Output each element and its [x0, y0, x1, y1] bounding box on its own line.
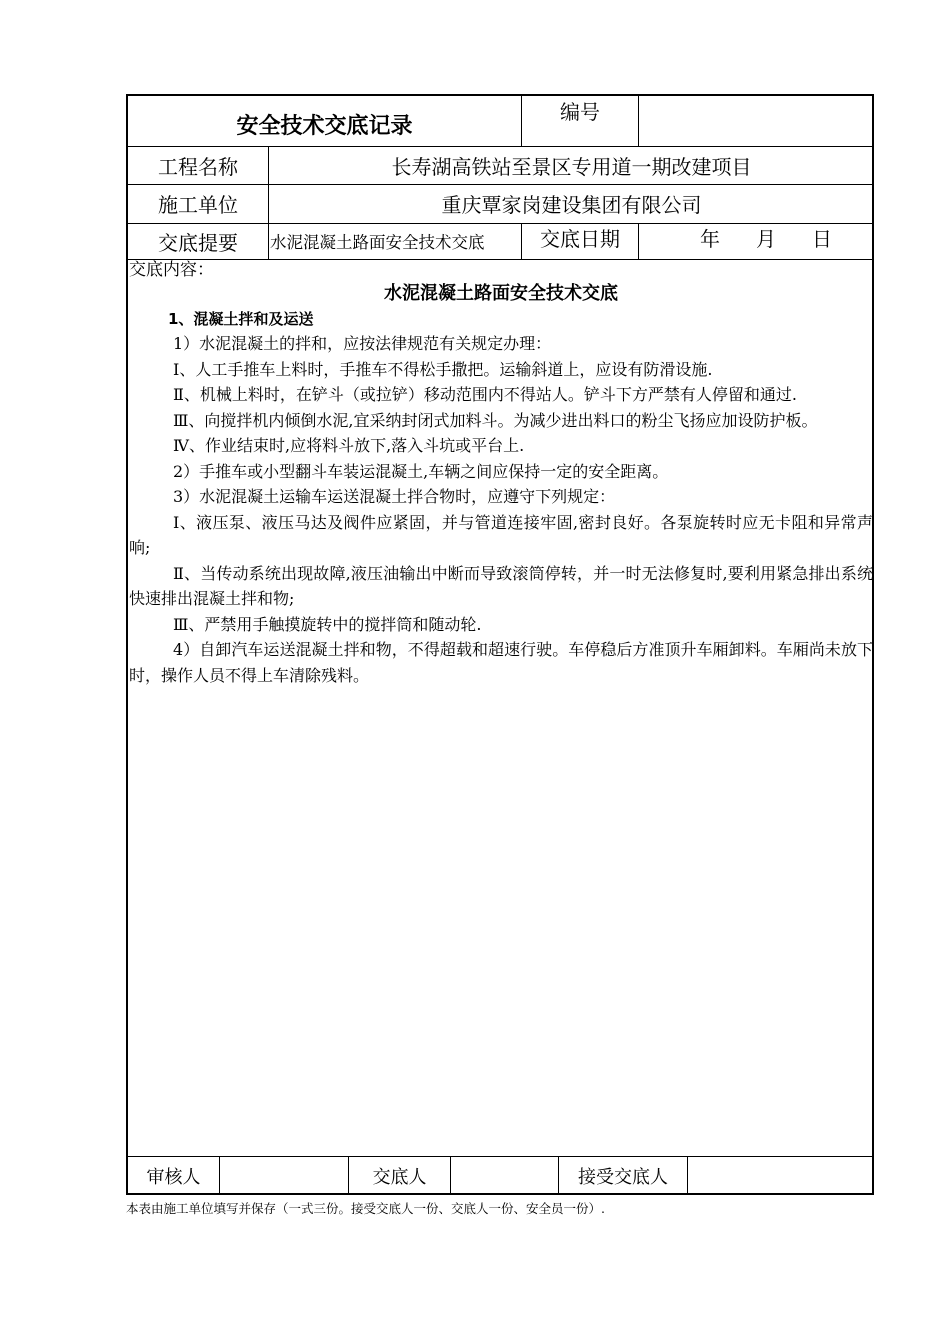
paragraph: Ⅰ、液压泵、液压马达及阀件应紧固，并与管道连接牢固,密封良好。各泵旋转时应无卡阻和异常声响; — [129, 512, 873, 557]
footer-note: 本表由施工单位填写并保存（一式三份。接受交底人一份、交底人一份、安全员一份）. — [126, 1201, 605, 1216]
safety-disclosure-form — [126, 94, 874, 1195]
paragraph: Ⅲ、严禁用手触摸旋转中的搅拌筒和随动轮. — [173, 614, 482, 634]
paragraph: Ⅰ、人工手推车上料时，手推车不得松手撒把。运输斜道上，应设有防滑设施. — [173, 359, 713, 379]
summary-label: 交底提要 — [158, 230, 238, 255]
date-day-label: 日 — [812, 226, 832, 251]
discloser-field[interactable] — [451, 1156, 558, 1195]
summary-value: 水泥混凝土路面安全技术交底 — [270, 233, 485, 252]
paragraph: Ⅲ、向搅拌机内倾倒水泥,宜采纳封闭式加料斗。为减少进出料口的粉尘飞扬应加设防护板。 — [173, 410, 818, 430]
paragraph: 3）水泥混凝土运输车运送混凝土拌合物时，应遵守下列规定： — [173, 487, 616, 506]
number-label: 编号 — [560, 99, 600, 124]
date-month-label: 月 — [756, 226, 776, 251]
section-heading: 1、混凝土拌和及运送 — [168, 310, 314, 328]
date-year-label: 年 — [700, 226, 720, 251]
construction-unit-label: 施工单位 — [158, 193, 238, 217]
disclosure-date-label: 交底日期 — [540, 226, 620, 251]
paragraph: 1）水泥混凝土的拌和，应按法律规范有关规定办理： — [173, 334, 552, 353]
project-name-label: 工程名称 — [158, 154, 238, 179]
paragraph: Ⅱ、当传动系统出现故障,液压油输出中断而导致滚筒停转，并一时无法修复时,要利用紧急排出系统快速排出混凝土拌和物; — [129, 563, 873, 608]
paragraph: 4）自卸汽车运送混凝土拌和物，不得超载和超速行驶。车停稳后方准顶升车厢卸料。车厢尚未放下时，操作人员不得上车清除残料。 — [129, 640, 873, 685]
paragraph: Ⅱ、机械上料时，在铲斗（或拉铲）移动范围内不得站人。铲斗下方严禁有人停留和通过. — [173, 385, 797, 404]
receiver-label: 接受交底人 — [578, 1166, 668, 1188]
construction-unit-value: 重庆覃家岗建设集团有限公司 — [441, 193, 702, 217]
project-name-value: 长寿湖高铁站至景区专用道一期改建项目 — [391, 154, 752, 179]
disclosure-content — [128, 260, 874, 688]
content-label: 交底内容： — [129, 260, 214, 280]
number-field[interactable] — [639, 96, 874, 146]
discloser-label: 交底人 — [372, 1166, 427, 1188]
col-divider — [638, 223, 639, 259]
paragraph: 2）手推车或小型翻斗车装运混凝土,车辆之间应保持一定的安全距离。 — [173, 461, 669, 481]
reviewer-label: 审核人 — [146, 1166, 201, 1188]
receiver-field[interactable] — [688, 1156, 874, 1195]
paragraph: Ⅳ、作业结束时,应将料斗放下,落入斗坑或平台上. — [173, 436, 525, 455]
reviewer-field[interactable] — [220, 1156, 348, 1195]
content-title: 水泥混凝土路面安全技术交底 — [384, 283, 618, 304]
form-title: 安全技术交底记录 — [236, 113, 413, 139]
